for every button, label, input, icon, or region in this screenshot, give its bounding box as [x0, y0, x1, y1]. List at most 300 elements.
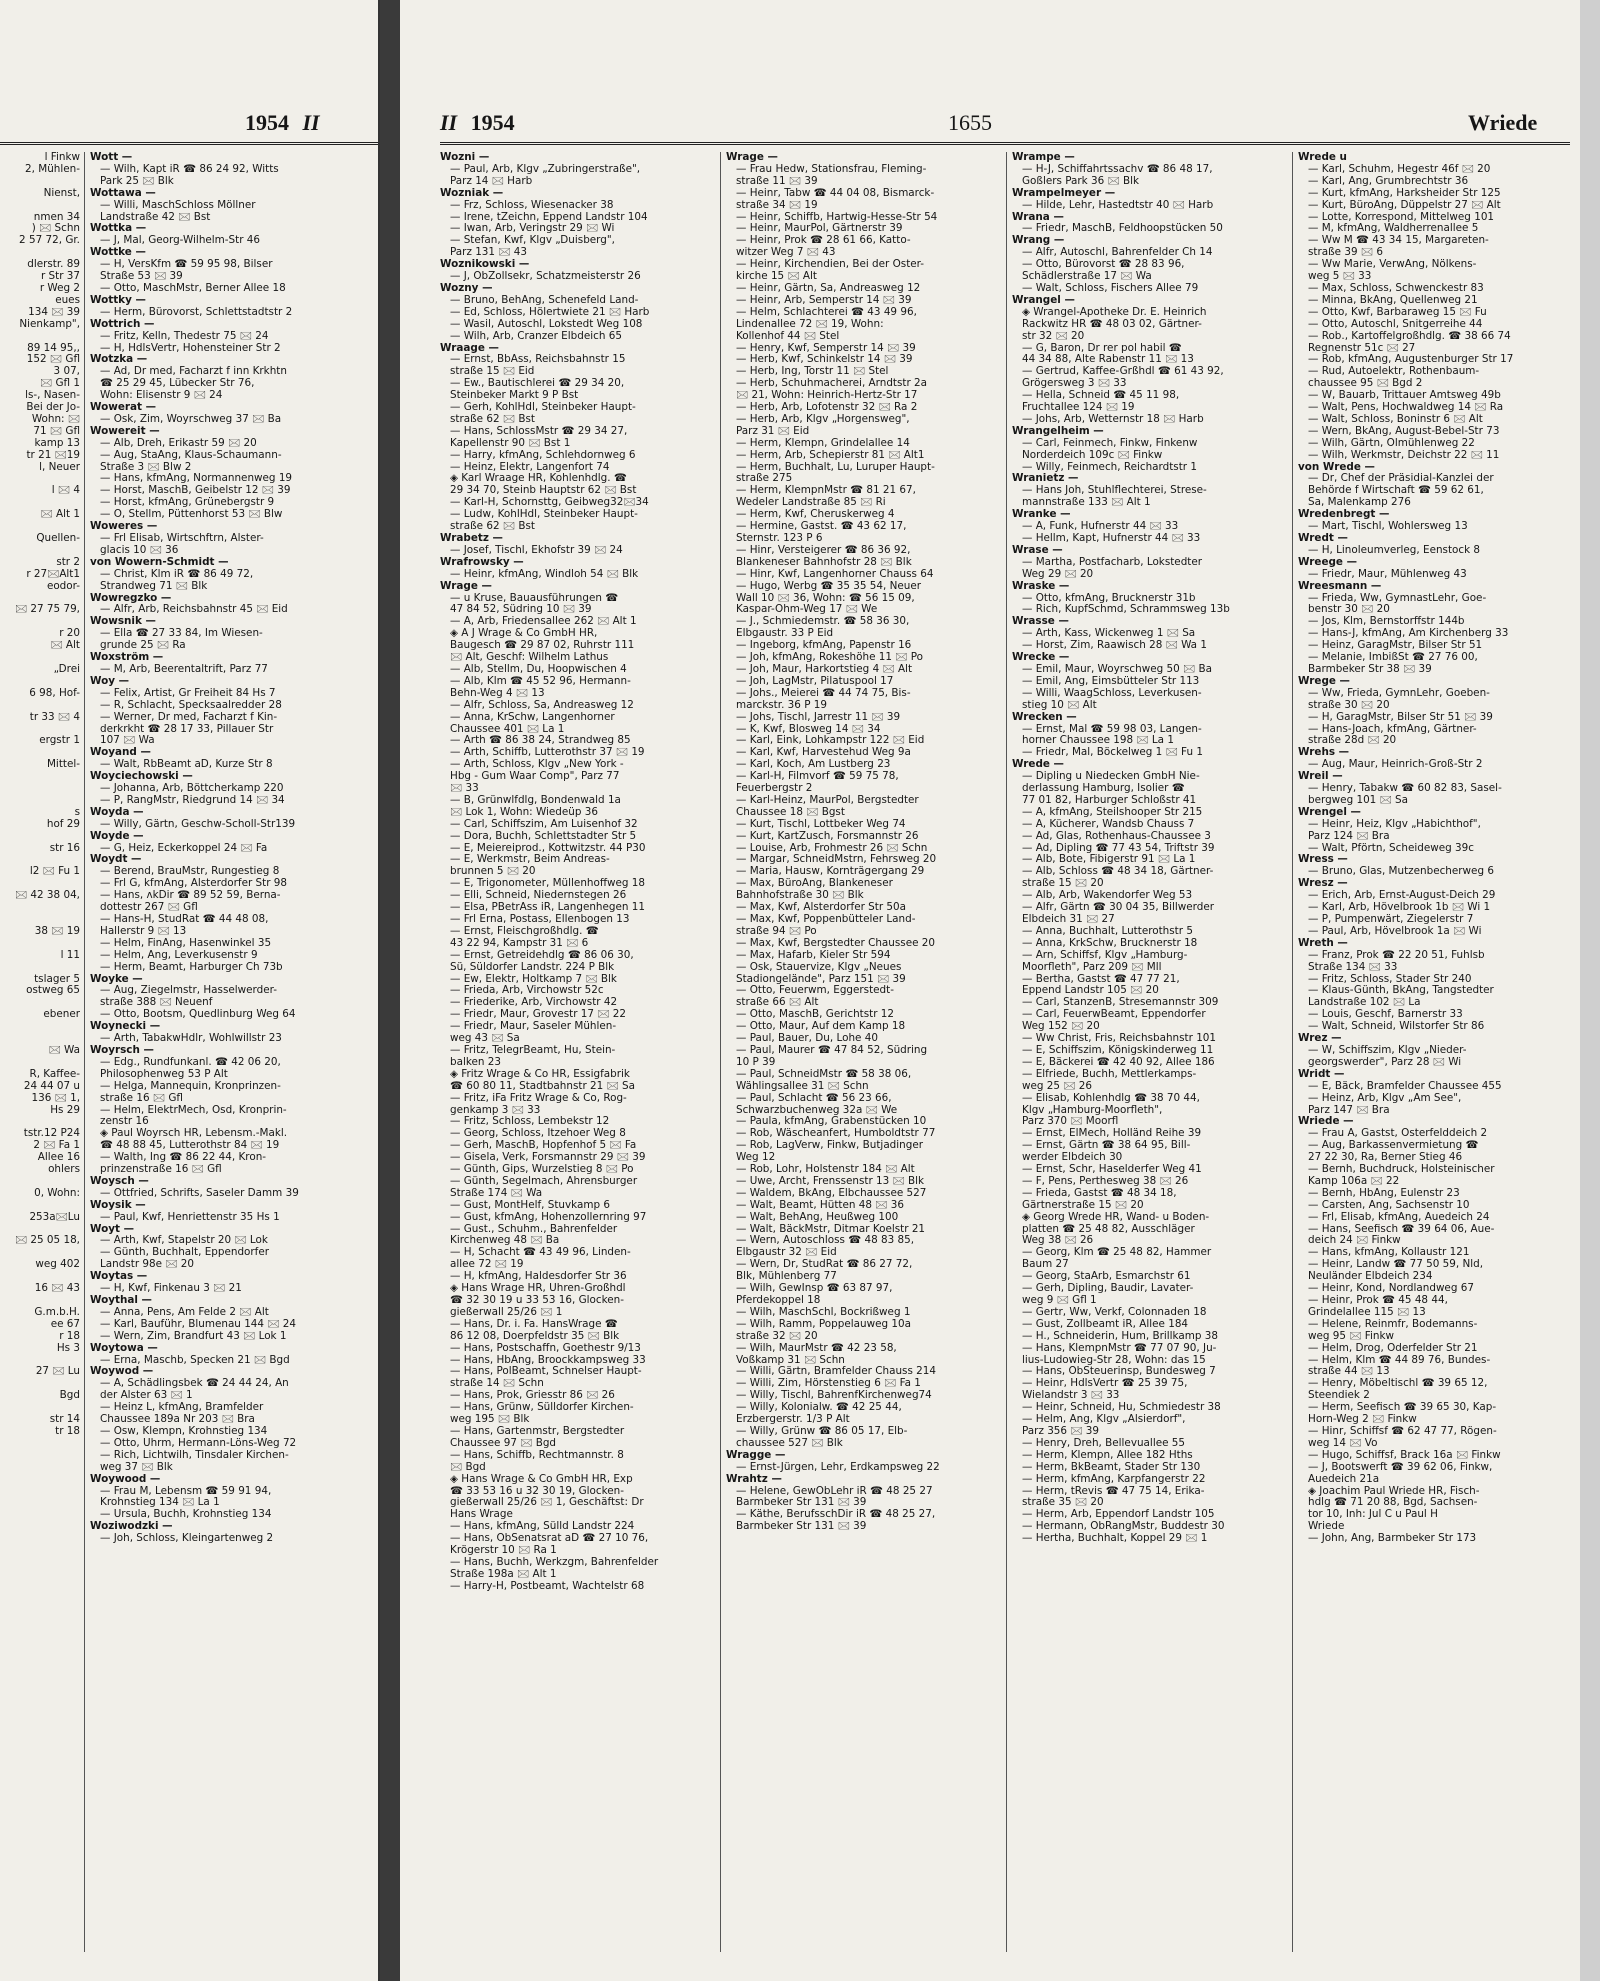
cut-line-fragment: weg 402 [35, 1259, 80, 1271]
directory-entry: — Ww M ☎ 43 34 15, Margareten- [1308, 235, 1489, 247]
directory-entry: — Heinr, MaurPol, Gärtnerstr 39 [736, 223, 903, 235]
directory-entry: — Heinr, Prok ☎ 45 48 44, [1308, 1295, 1448, 1306]
directory-entry: — Friederike, Arb, Virchowstr 42 [450, 997, 618, 1009]
directory-entry: — Walth, Ing ☎ 86 22 44, Kron- [100, 1152, 267, 1164]
directory-entry: Parz 31 🖂 Eid [736, 425, 810, 437]
cut-line-fragment: eues [55, 294, 80, 306]
directory-entry: — Paul, Bauer, Du, Lohe 40 [736, 1033, 878, 1045]
directory-entry: Straße 3 🖂 Blw 2 [100, 461, 192, 473]
cut-line-fragment: 2, Mühlen- [25, 163, 80, 175]
directory-entry: weg 43 🖂 Sa [450, 1033, 520, 1045]
directory-entry: — M, kfmAng, Waldherrenallee 5 [1308, 223, 1479, 235]
cut-line-fragment: l, Neuer [39, 461, 80, 473]
directory-entry: stieg 10 🖂 Alt [1022, 699, 1097, 711]
directory-entry: — Arth, Kwf, Stapelstr 20 🖂 Lok [100, 1235, 268, 1247]
directory-entry: — Alfr, Schloss, Sa, Andreasweg 12 [450, 699, 634, 711]
directory-entry: 🖂 33 [450, 783, 479, 795]
directory-entry: Landstraße 42 🖂 Bst [100, 211, 211, 223]
directory-entry: 🖂 Alt, Geschf: Wilhelm Lathus [450, 652, 609, 664]
directory-entry: glacis 10 🖂 36 [100, 544, 179, 556]
surname-heading: Wress — [1298, 854, 1348, 866]
surname-heading: Wozny — [440, 282, 493, 294]
directory-entry: — Wilh, MaschSchl, Bockrißweg 1 [736, 1306, 911, 1318]
directory-entry: — Aug, Barkassenvermietung ☎ [1308, 1140, 1479, 1152]
directory-entry: straße 94 🖂 Po [736, 925, 817, 937]
cut-line-fragment: r 18 [59, 1330, 80, 1342]
cut-line-fragment [0, 997, 80, 1009]
cut-line-fragment: 🖂 Alt 1 [40, 509, 80, 521]
directory-entry: — E, Werkmstr, Beim Andreas- [450, 854, 610, 866]
cut-line-fragment [0, 521, 80, 533]
surname-heading: Wrafrowsky — [440, 556, 524, 568]
cut-line-fragment: G.m.b.H. [34, 1306, 80, 1318]
cut-line-fragment: Bgd [59, 1390, 80, 1402]
directory-entry: — Gerh, KohlHdl, Steinbeker Haupt- [450, 402, 636, 414]
directory-entry: — Wilh, MaurMstr ☎ 42 23 58, [736, 1342, 897, 1354]
directory-entry: Kirchenweg 48 🖂 Ba [450, 1235, 560, 1247]
cut-line-fragment: R, Kaffee- [29, 1068, 80, 1080]
surname-heading: Wraage — [440, 342, 499, 354]
surname-heading: Woysik — [90, 1199, 146, 1211]
directory-entry: — Rich, KupfSchmd, Schrammsweg 13b [1022, 604, 1230, 616]
surname-heading: Woxström — [90, 652, 164, 664]
directory-entry: straße 39 🖂 6 [1308, 247, 1383, 259]
directory-entry: ☎ 60 80 11, Stadtbahnstr 21 🖂 Sa [450, 1080, 635, 1092]
cut-line-fragment: l 11 [60, 949, 80, 961]
cut-line-fragment [0, 1378, 80, 1390]
directory-entry: — Hugo, Schiffsf, Brack 16a 🖂 Finkw [1308, 1449, 1501, 1461]
directory-entry: — A, Arb, Friedensallee 262 🖂 Alt 1 [450, 616, 637, 628]
directory-entry: — Herm, Seefisch ☎ 39 65 30, Kap- [1308, 1402, 1497, 1414]
cut-line-fragment: ostweg 65 [26, 985, 80, 997]
directory-entry: — Joh, LagMstr, Pilatuspool 17 [736, 675, 894, 687]
cut-line-fragment: 2 🖂 Fa 1 [33, 1140, 80, 1152]
cut-line-fragment: ergstr 1 [39, 735, 80, 747]
cut-line-fragment [0, 1021, 80, 1033]
directory-entry: weg 195 🖂 Blk [450, 1414, 530, 1426]
directory-entry: — Kurt, KartZusch, Forsmannstr 26 [736, 830, 919, 842]
cut-line-fragment: l Finkw [44, 152, 80, 163]
directory-entry: Behn-Weg 4 🖂 13 [450, 687, 545, 699]
directory-entry: — Helene, Reinmfr, Bodemanns- [1308, 1318, 1478, 1330]
cut-line-fragment [0, 473, 80, 485]
directory-entry: Neuländer Elbdeich 234 [1308, 1271, 1433, 1283]
cut-line-fragment: r 20 [59, 628, 80, 640]
surname-heading: Wrangelheim — [1012, 425, 1104, 437]
directory-entry: — Hinr, Versteigerer ☎ 86 36 92, [736, 544, 911, 556]
directory-entry: — Wilh, GewInsp ☎ 63 87 97, [736, 1283, 893, 1295]
directory-entry: — Ursula, Buchh, Krohnstieg 134 [100, 1509, 272, 1521]
cut-line-fragment [0, 854, 80, 866]
directory-entry: horner Chaussee 198 🖂 La 1 [1022, 735, 1174, 747]
directory-entry: — Paul, Schlacht ☎ 56 23 66, [736, 1092, 892, 1104]
directory-entry: — Ad, Dr med, Facharzt f inn Krkhtn [100, 366, 287, 378]
surname-heading: Woyda — [90, 806, 144, 818]
directory-entry: — Johs., Meierei ☎ 44 74 75, Bis- [736, 687, 911, 699]
cut-line-fragment [0, 1247, 80, 1259]
directory-entry: Elbgaustr 32 🖂 Eid [736, 1247, 837, 1259]
directory-entry: — Irene, tZeichn, Eppend Landstr 104 [450, 211, 648, 223]
directory-entry: Barmbeker Str 131 🖂 39 [736, 1497, 867, 1509]
cut-line-fragment [0, 724, 80, 736]
directory-entry: mannstraße 133 🖂 Alt 1 [1022, 497, 1151, 509]
directory-entry: — Wern, Zim, Brandfurt 43 🖂 Lok 1 [100, 1330, 287, 1342]
cut-line-fragment: ee 67 [50, 1318, 80, 1330]
directory-entry: — Elsa, PBetrAss iR, Langenhegen 11 [450, 902, 646, 914]
directory-entry: — Herm, Klempn, Allee 182 Hths [1022, 1449, 1193, 1461]
directory-entry: — Ernst, Fleischgroßhdlg. ☎ [450, 925, 599, 937]
directory-entry: — A, Kücherer, Wandsb Chauss 7 [1022, 818, 1195, 830]
directory-entry: — Wern, Dr, StudRat ☎ 86 27 72, [736, 1259, 913, 1271]
directory-entry: — Rob, Wäscheanfert, Humboldtstr 77 [736, 1128, 936, 1140]
directory-entry: Philosophenweg 53 P Alt [100, 1068, 228, 1080]
directory-entry: Blk, Mühlenberg 77 [736, 1271, 837, 1283]
cut-line-fragment: Hs 29 [50, 1104, 80, 1116]
cut-line-fragment: hof 29 [46, 818, 80, 830]
surname-heading: Wragge — [726, 1449, 786, 1461]
directory-entry: — Ernst, BbAss, Reichsbahnstr 15 [450, 354, 626, 366]
directory-entry: — Otto, Bootsm, Quedlinburg Weg 64 [100, 1009, 296, 1021]
directory-entry: — Heinr, kfmAng, Windloh 54 🖂 Blk [450, 568, 639, 580]
cut-line-fragment [0, 771, 80, 783]
surname-heading: Wottrich — [90, 318, 155, 330]
directory-entry: — Heinr, Schneid, Hu, Schmiedestr 38 [1022, 1402, 1221, 1414]
column-rule [84, 152, 85, 1952]
directory-entry: — Hinr, Schiffsf ☎ 62 47 77, Rögen- [1308, 1425, 1497, 1437]
directory-entry: — Heinr, Tabw ☎ 44 04 08, Bismarck- [736, 187, 935, 199]
directory-entry: — A, kfmAng, Steilshooper Str 215 [1022, 806, 1203, 818]
directory-entry: — Jos, Klm, Bernstorffstr 144b [1308, 616, 1465, 628]
directory-entry: — Edg., Rundfunkanl. ☎ 42 06 20, [100, 1056, 281, 1068]
cut-line-fragment: Nienkamp", [19, 318, 80, 330]
surname-heading: Wrege — [1298, 675, 1350, 687]
cut-line-fragment: 0, Wohn: [34, 1187, 80, 1199]
directory-entry: straße 34 🖂 19 [736, 199, 818, 211]
surname-heading: Wrage — [726, 152, 778, 163]
directory-entry: — Harry, kfmAng, Schlehdornweg 6 [450, 449, 636, 461]
directory-entry: — Emil, Ang, Eimsbütteler Str 113 [1022, 675, 1200, 687]
directory-entry: Parz 370 🖂 Moorfl [1022, 1116, 1119, 1128]
directory-entry: — G, Baron, Dr rer pol habil ☎ [1022, 342, 1182, 354]
directory-entry: — Karl, Schuhm, Hegestr 46f 🖂 20 [1308, 163, 1491, 175]
directory-entry: tor 10, Inh: Jul C u Paul H [1308, 1509, 1438, 1521]
surname-heading: Wrampelmeyer — [1012, 187, 1116, 199]
book-gutter [380, 0, 400, 1981]
directory-entry: — Karl-H, Filmvorf ☎ 59 75 78, [736, 771, 899, 783]
directory-entry: — Ottfried, Schrifts, Saseler Damm 39 [100, 1187, 299, 1199]
directory-entry: gießerwall 25/26 🖂 1, Geschäftst: Dr [450, 1497, 644, 1509]
cut-line-fragment: l 🖂 4 [51, 485, 80, 497]
directory-entry: 🖂 21, Wohn: Heinrich-Hertz-Str 17 [736, 390, 918, 402]
directory-entry: — Kurt, kfmAng, Harksheider Str 125 [1308, 187, 1501, 199]
directory-entry: — Stefan, Kwf, Klgv „Duisberg", [450, 235, 615, 247]
directory-entry: — Fritz, iFa Fritz Wrage & Co, Rog- [450, 1092, 627, 1104]
cut-line-fragment [0, 616, 80, 628]
directory-entry: — Karl, Kwf, Harvestehud Weg 9a [736, 747, 911, 759]
directory-entry: straße 388 🖂 Neuenf [100, 997, 213, 1009]
directory-entry: — Max, Hafarb, Kieler Str 594 [736, 949, 891, 961]
directory-entry: Weg 152 🖂 20 [1022, 1021, 1100, 1033]
directory-entry: — Ed, Schloss, Hölertwiete 21 🖂 Harb [450, 306, 650, 318]
directory-entry: — Helm, ElektrMech, Osd, Kronprin- [100, 1104, 287, 1116]
directory-entry: brunnen 5 🖂 20 [450, 866, 536, 878]
directory-entry: Baugesch ☎ 29 87 02, Ruhrstr 111 [450, 640, 635, 652]
directory-entry: — Ludw, KohlHdl, Steinbeker Haupt- [450, 509, 638, 521]
directory-entry: — Walt, Schneid, Wilstorfer Str 86 [1308, 1021, 1485, 1033]
directory-entry: — Hinr, Kwf, Langenhorner Chauss 64 [736, 568, 934, 580]
cut-line-fragment: 136 🖂 1, [31, 1092, 80, 1104]
directory-entry: — Carsten, Ang, Sachsenstr 10 [1308, 1199, 1470, 1211]
directory-entry: — Carl, Schiffszim, Am Luisenhof 32 [450, 818, 638, 830]
directory-entry: — Otto, MaschB, Gerichtstr 12 [736, 1009, 895, 1021]
directory-entry: — Karl, Ang, Grumbrechtstr 36 [1308, 175, 1469, 187]
surname-heading: Wrecke — [1012, 652, 1070, 664]
directory-entry: — Willy, Feinmech, Reichardtstr 1 [1022, 461, 1197, 473]
directory-entry: — Hans, ᴧkDir ☎ 89 52 59, Berna- [100, 890, 281, 902]
surname-heading: von Wowern-Schmidt — [90, 556, 229, 568]
directory-entry: — Hans, Schiffb, Rechtmannstr. 8 [450, 1449, 624, 1461]
cut-line-fragment [0, 938, 80, 950]
surname-heading: Woyand — [90, 747, 151, 759]
directory-entry: — Herb, Kwf, Schinkelstr 14 🖂 39 [736, 354, 913, 366]
cut-line-fragment: ls-, Nasen- [25, 390, 80, 402]
cut-line-fragment: str 2 [56, 556, 80, 568]
directory-entry: — Paul, Arb, Hövelbrook 1a 🖂 Wi [1308, 925, 1482, 937]
directory-entry: — Hans, Dr. i. Fa. HansWrage ☎ [450, 1318, 618, 1330]
directory-entry: derlassung Hamburg, Isolier ☎ [1022, 783, 1185, 795]
directory-entry: Steendiek 2 [1308, 1390, 1370, 1402]
directory-entry: — Waldem, BkAng, Elbchaussee 527 [736, 1187, 927, 1199]
directory-entry: benstr 30 🖂 20 [1308, 604, 1390, 616]
surname-heading: Wrahtz — [726, 1473, 782, 1485]
directory-entry: — Anna, KrSchw, Langenhorner [450, 711, 615, 723]
surname-heading: Wrana — [1012, 211, 1064, 223]
cut-line-fragment: tstr.12 P24 [23, 1128, 80, 1140]
directory-entry: — Herm, BkBeamt, Stader Str 130 [1022, 1461, 1201, 1473]
directory-entry: — Max, BüroAng, Blankeneser [736, 878, 893, 890]
surname-heading: Wranke — [1012, 509, 1071, 521]
cut-line-fragment: 🖂 25 05 18, [14, 1235, 80, 1247]
cut-line-fragment [0, 176, 80, 188]
cut-line-fragment: tslager 5 [34, 973, 80, 985]
directory-entry: Kaspar-Ohm-Weg 17 🖂 We [736, 604, 878, 616]
cut-line-fragment: l2 🖂 Fu 1 [29, 866, 80, 878]
surname-heading: Wrez — [1298, 1033, 1342, 1045]
directory-entry: — Alb, Schloss ☎ 48 34 18, Gärtner- [1022, 866, 1214, 878]
cut-line-fragment [0, 1224, 80, 1236]
directory-entry: — Hans, KlempnMstr ☎ 77 07 90, Ju- [1022, 1342, 1217, 1354]
directory-entry: — Willy, Gärtn, Geschw-Scholl-Str139 [100, 818, 296, 830]
directory-entry: — Helm, FinAng, Hasenwinkel 35 [100, 937, 272, 949]
directory-entry: Straße 134 🖂 33 [1308, 961, 1398, 973]
directory-entry: — Paul, Maurer ☎ 47 84 52, Südring [736, 1044, 928, 1056]
cut-line-fragment: tr 33 🖂 4 [29, 711, 80, 723]
directory-entry: — Arth, Kass, Wickenweg 1 🖂 Sa [1022, 628, 1196, 640]
surname-heading: Wottka — [90, 223, 147, 235]
surname-heading: Wrang — [1012, 235, 1065, 247]
cut-line-fragment: 16 🖂 43 [34, 1283, 80, 1295]
directory-entry: — Franz, Prok ☎ 22 20 51, Fuhlsb [1308, 949, 1485, 961]
cut-line-fragment: Allee 16 [37, 1152, 80, 1164]
directory-entry: Straße 198a 🖂 Alt 1 [450, 1568, 557, 1580]
directory-entry: — F, Pens, Perthesweg 38 🖂 26 [1022, 1175, 1189, 1187]
directory-entry: — Walt, BäckMstr, Ditmar Koelstr 21 [736, 1223, 926, 1235]
directory-entry: Landstr 98e 🖂 20 [100, 1259, 194, 1271]
directory-entry: — Frau A, Gastst, Osterfelddeich 2 [1308, 1128, 1488, 1140]
directory-entry: — Herm, tRevis ☎ 47 75 14, Erika- [1022, 1485, 1205, 1497]
directory-entry: — Hertha, Buchhalt, Koppel 29 🖂 1 [1022, 1533, 1208, 1545]
directory-entry: Rackwitz HR ☎ 48 03 02, Gärtner- [1022, 318, 1202, 330]
right-page [400, 0, 1580, 1981]
directory-entry: — Herm, Beamt, Harburger Ch 73b [100, 961, 283, 973]
directory-entry: Behörde f Wirtschaft ☎ 59 62 61, [1308, 485, 1484, 497]
directory-entry: Elbdeich 31 🖂 27 [1022, 914, 1115, 925]
directory-entry: Straße 174 🖂 Wa [450, 1187, 543, 1199]
cut-line-fragment [0, 962, 80, 974]
directory-entry: — Bruno, Glas, Mutzenbecherweg 6 [1308, 866, 1494, 878]
directory-entry: — Bernh, HbAng, Eulenstr 23 [1308, 1187, 1460, 1199]
directory-entry: — Wilh, Kapt iR ☎ 86 24 92, Witts [100, 163, 279, 175]
directory-entry: — A, Funk, Hufnerstr 44 🖂 33 [1022, 521, 1179, 533]
directory-entry: — Louis, Geschf, Barnerstr 33 [1308, 1009, 1463, 1021]
left-page [0, 0, 380, 1981]
directory-entry: — Helm, Schlachterei ☎ 43 49 96, [736, 306, 917, 318]
surname-heading: Wowsnik — [90, 616, 156, 628]
directory-entry: Weg 12 [736, 1152, 776, 1164]
directory-entry: zenstr 16 [100, 1116, 149, 1128]
directory-entry: — Helm, Ang, Klgv „Alsierdorf", [1022, 1414, 1186, 1426]
surname-heading: Woweres — [90, 521, 158, 533]
cut-line-fragment [0, 1033, 80, 1045]
surname-heading: Wozniak — [440, 187, 504, 199]
directory-entry: Hbg - Gum Waar Comp", Parz 77 [450, 771, 620, 783]
surname-heading: Wreil — [1298, 771, 1343, 783]
directory-entry: — Fritz, Kelln, Thedestr 75 🖂 24 [100, 330, 269, 342]
cut-line-fragment: 134 🖂 39 [28, 306, 80, 318]
surname-heading: Wotzka — [90, 354, 148, 366]
cut-line-fragment: 152 🖂 Gfl [26, 354, 80, 366]
directory-entry: — Hella, Schneid ☎ 45 11 98, [1022, 390, 1180, 402]
directory-entry: 🖂 Lok 1, Wohn: Wiedeüp 36 [450, 806, 598, 818]
surname-heading: Wredt — [1298, 533, 1348, 544]
directory-entry: straße 66 🖂 Alt [736, 997, 819, 1009]
directory-entry: — Harry-H, Postbeamt, Wachtelstr 68 [450, 1580, 645, 1592]
directory-entry: — Ernst-Jürgen, Lehr, Erdkampsweg 22 [736, 1461, 940, 1473]
surname-heading: Wriede — [1298, 1116, 1354, 1128]
directory-entry: — M, Arb, Beerentaltrift, Parz 77 [100, 663, 268, 675]
directory-entry: Wielandstr 3 🖂 33 [1022, 1390, 1120, 1402]
directory-entry: — Rich, Lichtwilh, Tinsdaler Kirchen- [100, 1449, 289, 1461]
cut-line-fragment: Bei der Jo- [26, 402, 80, 414]
directory-entry: — Karl, Arb, Hövelbrook 1b 🖂 Wi 1 [1308, 902, 1491, 914]
directory-entry: — Frau Hedw, Stationsfrau, Fleming- [736, 163, 927, 175]
directory-entry: — Iwan, Arb, Veringstr 29 🖂 Wi [450, 223, 615, 235]
directory-entry: der Alster 63 🖂 1 [100, 1390, 193, 1402]
surname-heading: Wrasse — [1012, 616, 1069, 628]
directory-entry: — Gust, Zollbeamt iR, Allee 184 [1022, 1318, 1189, 1330]
surname-heading: Wrampe — [1012, 152, 1075, 163]
directory-entry: — Helm, Ang, Leverkusenstr 9 [100, 949, 258, 961]
directory-entry: ☎ 32 30 19 u 33 53 16, Glocken- [450, 1295, 624, 1306]
directory-entry: — Herm, Buchhalt, Lu, Luruper Haupt- [736, 461, 935, 473]
directory-entry: Lindenallee 72 🖂 19, Wohn: [736, 318, 884, 330]
directory-entry: — Kurt, BüroAng, Düppelstr 27 🖂 Alt [1308, 199, 1501, 211]
directory-entry: — Karl-Heinz, MaurPol, Bergstedter [736, 794, 919, 806]
directory-entry: — Christ, Klm iR ☎ 86 49 72, [100, 568, 254, 580]
directory-entry: — Klaus-Günth, BkAng, Tangstedter [1308, 985, 1494, 997]
cut-line-fragment: 🖂 Wa [48, 1044, 80, 1056]
surname-heading: Wozni — [440, 152, 490, 163]
directory-entry: — Horst, Zim, Raawisch 28 🖂 Wa 1 [1022, 640, 1207, 652]
directory-column-4 [1298, 152, 1574, 1545]
cut-line-fragment [0, 1355, 80, 1367]
directory-entry: — Hans, kfmAng, Kollaustr 121 [1308, 1247, 1470, 1259]
directory-entry: hdlg ☎ 71 20 88, Bgd, Sachsen- [1308, 1497, 1478, 1509]
directory-entry: — Wilh, Gärtn, Olmühlenweg 22 [1308, 437, 1475, 449]
directory-entry: 10 P 39 [736, 1056, 776, 1068]
directory-entry: — Emil, Maur, Woyrschweg 50 🖂 Ba [1022, 663, 1212, 675]
directory-entry: Wohn: Elisenstr 9 🖂 24 [100, 390, 223, 402]
column-rule [720, 152, 721, 1952]
cut-line-fragment [0, 593, 80, 605]
cut-line-fragment [0, 652, 80, 664]
directory-entry: — P, RangMstr, Riedgrund 14 🖂 34 [100, 794, 285, 806]
cut-line-fragment: 24 44 07 u [23, 1080, 80, 1092]
directory-entry: — E, Trigonometer, Müllenhoffweg 18 [450, 878, 646, 890]
directory-entry: Hans Wrage [450, 1509, 513, 1521]
cut-line-fragment: 38 🖂 19 [34, 925, 80, 937]
directory-entry: weg 37 🖂 Blk [100, 1461, 173, 1473]
directory-entry: — Josef, Tischl, Ekhofstr 39 🖂 24 [450, 544, 623, 556]
directory-entry: — Margar, SchneidMstrn, Fehrsweg 20 [736, 854, 937, 866]
directory-column-1 [440, 152, 716, 1593]
directory-entry: — J., Schmiedemstr. ☎ 58 36 30, [736, 616, 910, 628]
directory-entry: — Georg, StaArb, Esmarchstr 61 [1022, 1271, 1191, 1283]
directory-entry: — Heinr, Kond, Nordlandweg 67 [1308, 1283, 1474, 1295]
directory-entry: — Hans, kfmAng, Sülld Landstr 224 [450, 1521, 635, 1533]
directory-entry: — Hans-Joach, kfmAng, Gärtner- [1308, 723, 1477, 735]
directory-entry: — Aug, Maur, Heinrich-Groß-Str 2 [1308, 759, 1483, 771]
directory-entry: — Willi, Zim, Hörstenstieg 6 🖂 Fa 1 [736, 1378, 921, 1390]
surname-heading: Wridt — [1298, 1068, 1345, 1080]
directory-entry: — Lotte, Korrespond, Mittelweg 101 [1308, 211, 1495, 223]
directory-entry: — Heinr, Heiz, Klgv „Habichthof", [1308, 818, 1481, 830]
cut-line-fragment [0, 247, 80, 259]
directory-entry: — Alb, Arb, Wakendorfer Weg 53 [1022, 890, 1193, 902]
directory-entry: — Alfr, Gärtn ☎ 30 04 35, Billwerder [1022, 902, 1215, 914]
directory-entry: straße 35 🖂 20 [1022, 1497, 1104, 1509]
directory-entry: — Alb, Stellm, Du, Hoopwischen 4 [450, 663, 627, 675]
directory-entry: chaussee 527 🖂 Blk [736, 1437, 843, 1449]
directory-entry: — Hugo, Werbg ☎ 35 35 54, Neuer [736, 580, 922, 592]
surname-heading: von Wrede — [1298, 461, 1375, 473]
directory-entry: kirche 15 🖂 Alt [736, 271, 817, 283]
directory-entry: — Heinz L, kfmAng, Bramfelder [100, 1402, 264, 1414]
directory-entry: — Max, Kwf, Poppenbütteler Land- [736, 914, 916, 925]
directory-entry: straße 15 🖂 20 [1022, 878, 1104, 890]
directory-entry: — Herb, Ing, Torstr 11 🖂 Stel [736, 366, 889, 378]
directory-entry: — Alb, Klm ☎ 45 52 96, Hermann- [450, 675, 631, 687]
directory-entry: Klgv „Hamburg-Moorfleth", [1022, 1104, 1163, 1116]
directory-entry: straße 62 🖂 Bst [450, 521, 535, 533]
directory-entry: — Rud, Autoelektr, Rothenbaum- [1308, 366, 1480, 378]
directory-entry: — Wern, Autoschloss ☎ 48 83 85, [736, 1235, 915, 1247]
cut-line-fragment: s [74, 806, 80, 818]
directory-entry: — Hans, Seefisch ☎ 39 64 06, Aue- [1308, 1223, 1495, 1235]
directory-entry: Kamp 106a 🖂 22 [1308, 1175, 1400, 1187]
directory-entry: — Horst, kfmAng, Grünebergstr 9 [100, 497, 275, 509]
directory-entry: Bahnhofstraße 30 🖂 Blk [736, 890, 864, 902]
